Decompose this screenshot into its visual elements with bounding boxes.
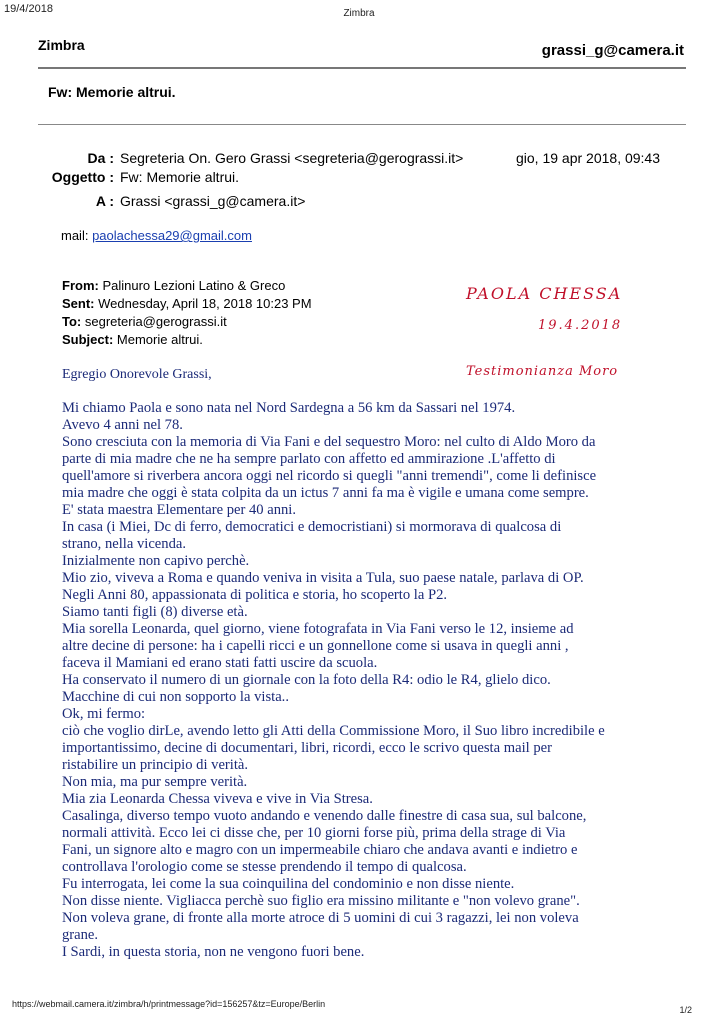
fwd-from-value: Palinuro Lezioni Latino & Greco — [102, 278, 286, 293]
fwd-sent — [62, 296, 312, 311]
message-date: gio, 19 apr 2018, 09:43 — [516, 150, 661, 166]
mail-line — [61, 228, 252, 243]
fwd-to-value: segreteria@gerograssi.it — [84, 314, 227, 329]
greeting: Egregio Onorevole Grassi, — [62, 367, 212, 382]
fwd-subject-value: Memorie altrui. — [116, 332, 203, 347]
message-body: Mi chiamo Paola e sono nata nel Nord Sardegna a 56 km da Sassari nel 1974. Avevo 4 anni nel 78. Sono cresciuta con la memoria di Via Fani e del sequestro Moro: nel culto di Aldo Moro da parte di mia madre che ne ha sempre parlato con affetto ed ammirazione .L'affetto di quell'amore si riverbera ancora oggi nel ricordo si quegli "anni tremendi", come li definisce mia madre che oggi è stata colpita da un ictus 7 anni fa ma è vigile e umana come sempre. E' stata maestra Elementare per 40 anni. In casa (i Miei, Dc di ferro, democratici e democristiani) si mormorava di qualcosa di strano, nella vicenda. Inizialmente non capivo perchè. Mio zio, viveva a Roma e quando veniva in visita a Tula, suo paese natale, parlava di OP. Negli Anni 80, appassionata di politica e storia, ho scoperto la P2. Siamo tanti figli (8) diverse età. Mia sorella Leonarda, quel giorno, viene fotografata in Via Fani verso le 12, insieme ad altre decine di persone: ha i capelli ricci e un gonnellone come si usava in quegli anni , faceva il Mamiani ed erano stati fatti uscire da scuola. Ha conservato il numero di un giornale con la foto della R4: odio le R4, glielo dico. Macchine di cui non sopporto la vista.. Ok, mi fermo: ciò che voglio dirLe, avendo letto gli Atti della Commissione Moro, il Suo libro incredibile e importantissimo, decine di documentari, libri, ricordi, ecco le scrivo questa mail per ristabilire un principio di verità. Non mia, ma pur sempre verità. Mia zia Leonarda Chessa viveva e vive in Via Stresa. Casalinga, diverso tempo vuoto andando e venendo dalle finestre di casa sua, sul balcone, normali attività. Ecco lei ci disse che, per 10 giorni forse più, prima della strage di Via Fani, un signore alto e magro con un impermeabile chiaro che andava avanti e indietro e controllava l'orologio come se stesse prendendo il tempo di qualcosa. Fu interrogata, lei come la sua coinquilina del condominio e non disse niente. Non disse niente. Vigliacca perchè suo figlio era missino militante e "non volevo grane". Non voleva grane, di fronte alla morte atroce di 5 uomini di cui 3 ragazzi, lei non voleva grane. I Sardi, in questa storia, non ne vengono fuori bene. — [62, 400, 605, 960]
user-email: grassi_g@camera.it — [541, 42, 684, 59]
app-name: Zimbra — [38, 37, 85, 53]
subject-value: Fw: Memorie altrui. — [120, 169, 240, 185]
to-value: Grassi <grassi_g@camera.it> — [120, 193, 306, 209]
fwd-sent-value: Wednesday, April 18, 2018 10:23 PM — [98, 296, 312, 311]
handwritten-name: PAOLA CHESSA — [466, 284, 623, 303]
print-app-title: Zimbra — [343, 8, 375, 19]
mail-label: mail: — [61, 228, 89, 243]
fwd-from-label: From: — [62, 278, 99, 293]
print-date: 19/4/2018 — [4, 3, 53, 15]
fwd-sent-label: Sent: — [62, 296, 95, 311]
handwritten-note: Testimonianza Moro — [466, 364, 619, 379]
footer-url: https://webmail.camera.it/zimbra/h/printmessage?id=156257&tz=Europe/Berlin — [12, 999, 326, 1009]
to-label: A : — [95, 193, 114, 209]
fwd-to-label: To: — [62, 314, 82, 329]
fwd-to — [62, 314, 227, 329]
fwd-subject — [62, 332, 203, 347]
subject-title: Fw: Memorie altrui. — [48, 84, 176, 100]
handwritten-date: 19.4.2018 — [538, 318, 623, 333]
header-divider — [38, 67, 686, 69]
from-value: Segreteria On. Gero Grassi <segreteria@gerograssi.it> — [120, 150, 464, 166]
subject-label: Oggetto : — [51, 169, 114, 185]
mail-link[interactable]: paolachessa29@gmail.com — [92, 228, 252, 243]
subject-divider — [38, 124, 686, 125]
fwd-from — [62, 278, 285, 293]
from-label: Da : — [87, 150, 114, 166]
fwd-subject-label: Subject: — [62, 332, 114, 347]
page-number: 1/2 — [679, 1005, 692, 1015]
